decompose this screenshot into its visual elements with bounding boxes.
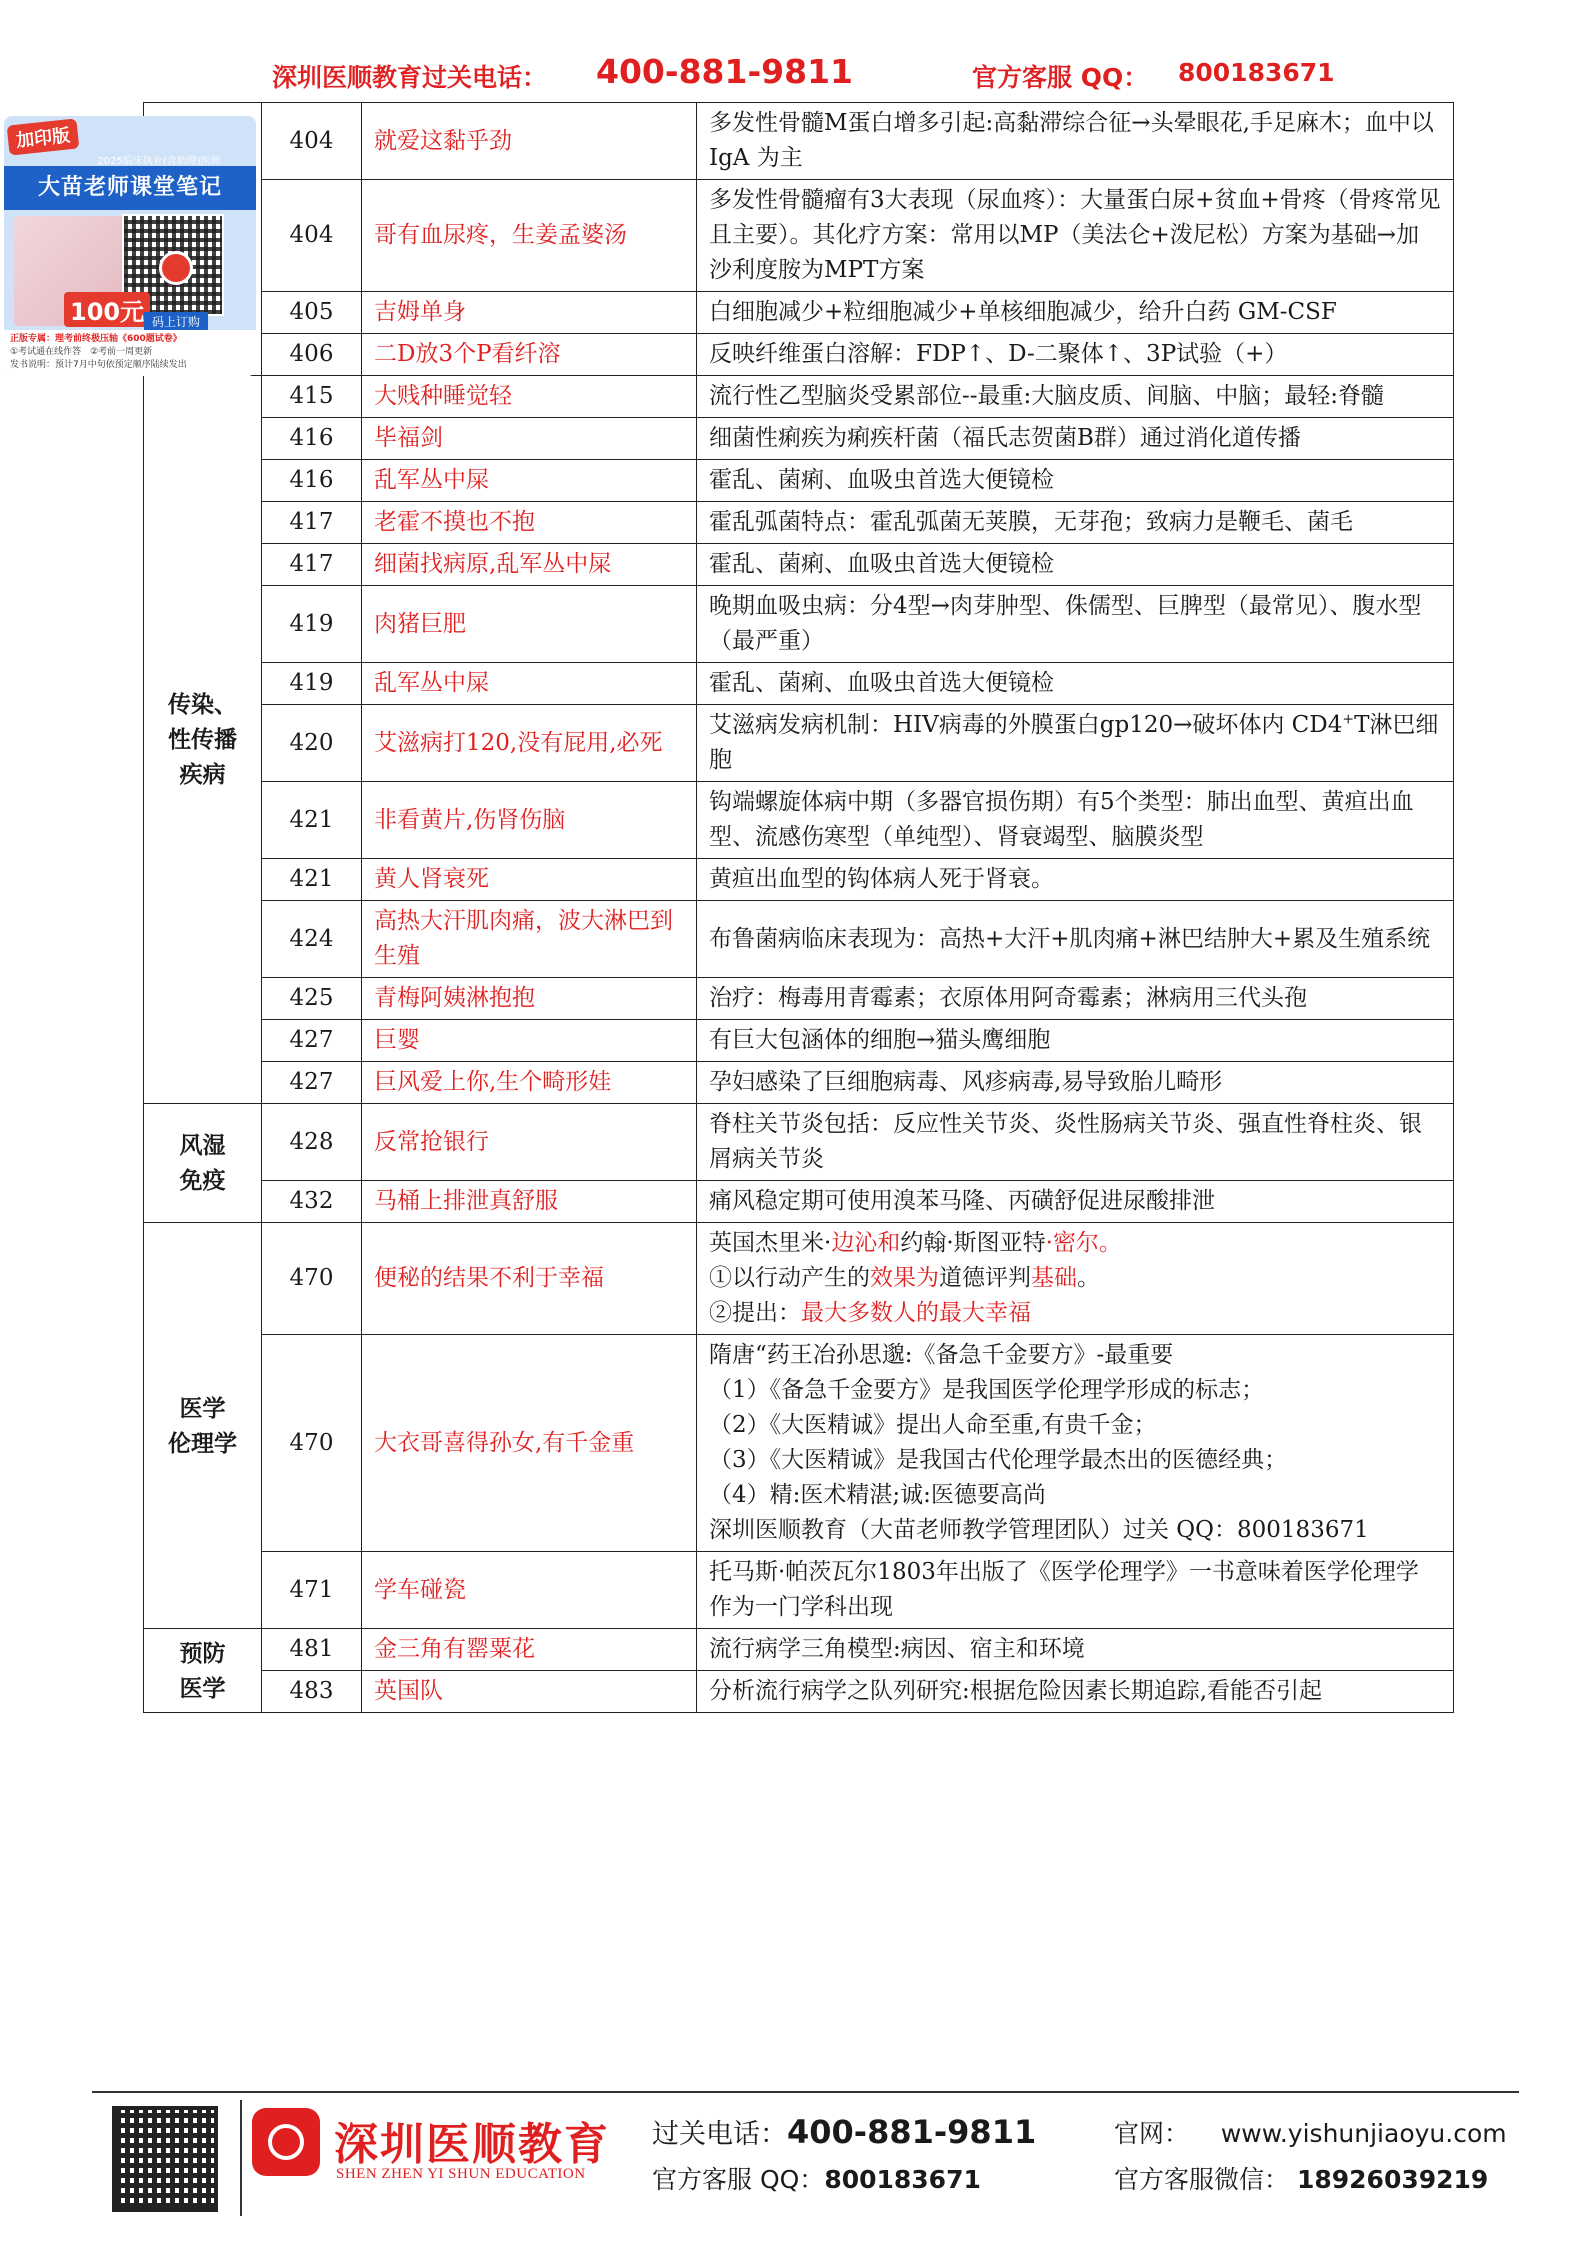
footer-qq-label: 官方客服 QQ： <box>652 2165 825 2194</box>
description: 细菌性痢疾为痢疾杆菌（福氏志贺菌B群）通过消化道传播 <box>697 418 1454 460</box>
table-row <box>144 334 1454 376</box>
table-row <box>144 859 1454 901</box>
footer-wechat-number: 18926039219 <box>1296 2165 1489 2194</box>
table-row <box>144 180 1454 292</box>
table-row <box>144 1671 1454 1713</box>
mnemonic: 乱军丛中屎 <box>362 663 697 705</box>
page-number: 415 <box>262 376 362 418</box>
description: 晚期血吸虫病：分4型→肉芽肿型、侏儒型、巨脾型（最常见）、腹水型（最严重） <box>697 586 1454 663</box>
description: 流行性乙型脑炎受累部位--最重:大脑皮质、间脑、中脑；最轻:脊髓 <box>697 376 1454 418</box>
footer-site-url[interactable]: www.yishunjiaoyu.com <box>1220 2119 1507 2148</box>
description: 反映纤维蛋白溶解：FDP↑、D-二聚体↑、3P试验（+） <box>697 334 1454 376</box>
mnemonic: 老霍不摸也不抱 <box>362 502 697 544</box>
table-row <box>144 376 1454 418</box>
page-number: 427 <box>262 1062 362 1104</box>
footer-qq <box>652 2160 981 2196</box>
footer-site-label: 官网： <box>1114 2119 1190 2148</box>
table-row <box>144 901 1454 978</box>
page-number: 421 <box>262 782 362 859</box>
text-span-red: 最大多数人的最大幸福 <box>801 1300 1031 1326</box>
page-number: 424 <box>262 901 362 978</box>
category-preventive <box>144 1629 262 1713</box>
table-row <box>144 1223 1454 1335</box>
header-qq-number: 800183671 <box>1178 58 1335 87</box>
header-tel-number: 400-881-9811 <box>596 52 854 91</box>
table-row <box>144 460 1454 502</box>
text-span: 。 <box>1077 1265 1100 1291</box>
description: 霍乱、菌痢、血吸虫首选大便镜检 <box>697 460 1454 502</box>
table-row <box>144 1335 1454 1552</box>
mnemonic: 大衣哥喜得孙女,有千金重 <box>362 1335 697 1552</box>
promo-info-line: ①考试通在线作答 ②考前一周更新 <box>10 347 153 357</box>
table-row <box>144 705 1454 782</box>
logo-icon <box>252 2108 320 2176</box>
description <box>697 1335 1454 1552</box>
text-span-red: 效果为 <box>870 1265 939 1291</box>
mnemonic: 哥有血尿疼，生姜孟婆汤 <box>362 180 697 292</box>
description: 多发性骨髓瘤有3大表现（尿血疼）：大量蛋白尿+贫血+骨疼（骨疼常见且主要）。其化疗方案：常用以MP（美法仑+泼尼松）方案为基础→加沙利度胺为MPT方案 <box>697 180 1454 292</box>
text-span: ②提出： <box>709 1300 801 1326</box>
table-row <box>144 586 1454 663</box>
page-header <box>0 52 1587 102</box>
table-row <box>144 1104 1454 1181</box>
mnemonic: 艾滋病打120,没有屁用,必死 <box>362 705 697 782</box>
description-line <box>709 1261 1441 1296</box>
description <box>697 1223 1454 1335</box>
table-row <box>144 103 1454 180</box>
description-line <box>709 1226 1441 1261</box>
description: 孕妇感染了巨细胞病毒、风疹病毒,易导致胎儿畸形 <box>697 1062 1454 1104</box>
page-number: 404 <box>262 103 362 180</box>
description <box>697 705 1454 782</box>
text-span: 约翰·斯图亚特 <box>900 1230 1046 1256</box>
footer-wechat-label: 官方客服微信： <box>1114 2165 1290 2194</box>
text-span-red: 基础 <box>1031 1265 1077 1291</box>
mnemonic: 青梅阿姨淋抱抱 <box>362 978 697 1020</box>
page-number: 428 <box>262 1104 362 1181</box>
description: 有巨大包涵体的细胞→猫头鹰细胞 <box>697 1020 1454 1062</box>
page-number: 481 <box>262 1629 362 1671</box>
category-ethics <box>144 1223 262 1629</box>
page-number: 432 <box>262 1181 362 1223</box>
page-number: 406 <box>262 334 362 376</box>
table-row <box>144 663 1454 705</box>
description-line <box>709 1296 1441 1331</box>
footer-tel-number: 400-881-9811 <box>787 2113 1037 2151</box>
promo-price: 100元 <box>64 292 150 327</box>
table-row <box>144 502 1454 544</box>
header-qq-label: 官方客服 QQ： <box>972 63 1149 92</box>
footer-logo-english: SHEN ZHEN YI SHUN EDUCATION <box>336 2166 586 2182</box>
page-number: 425 <box>262 978 362 1020</box>
mnemonic: 肉猪巨肥 <box>362 586 697 663</box>
footer-tel <box>652 2112 1036 2151</box>
mnemonic: 巨风爱上你,生个畸形娃 <box>362 1062 697 1104</box>
page-number: 417 <box>262 502 362 544</box>
promo-ad[interactable] <box>4 116 256 376</box>
promo-info-title: 正版专属：理考前终极压轴《600题试卷》 <box>10 334 182 344</box>
description-text: T淋巴细胞 <box>709 712 1439 773</box>
category-label: 预防 <box>179 1639 226 1667</box>
mnemonic: 就爱这黏乎劲 <box>362 103 697 180</box>
category-label: 传染、 <box>168 691 237 718</box>
description: 霍乱、菌痢、血吸虫首选大便镜检 <box>697 544 1454 586</box>
page-number: 471 <box>262 1552 362 1629</box>
description: 白细胞减少+粒细胞减少+单核细胞减少，给升白药 GM-CSF <box>697 292 1454 334</box>
page-number: 417 <box>262 544 362 586</box>
mnemonic: 巨婴 <box>362 1020 697 1062</box>
page-footer <box>0 2100 1587 2220</box>
description-line: （1）《备急千金要方》是我国医学伦理学形成的标志； <box>709 1377 1265 1403</box>
promo-title: 大苗老师课堂笔记 <box>4 166 256 210</box>
footer-wechat <box>1114 2160 1488 2196</box>
description: 脊柱关节炎包括：反应性关节炎、炎性肠病关节炎、强直性脊柱炎、银屑病关节炎 <box>697 1104 1454 1181</box>
table-row <box>144 1181 1454 1223</box>
table-row <box>144 1629 1454 1671</box>
mnemonic: 黄人肾衰死 <box>362 859 697 901</box>
page-number: 427 <box>262 1020 362 1062</box>
qr-logo-icon <box>159 251 193 285</box>
description: 流行病学三角模型:病因、宿主和环境 <box>697 1629 1454 1671</box>
page-number: 416 <box>262 460 362 502</box>
footer-divider <box>92 2091 1519 2093</box>
mnemonic: 马桶上排泄真舒服 <box>362 1181 697 1223</box>
page-number: 420 <box>262 705 362 782</box>
mnemonic: 细菌找病原,乱军丛中屎 <box>362 544 697 586</box>
description: 痛风稳定期可使用溴苯马隆、丙磺舒促进尿酸排泄 <box>697 1181 1454 1223</box>
description-line: 深圳医顺教育（大苗老师教学管理团队）过关 QQ：800183671 <box>709 1517 1369 1543</box>
page-number: 470 <box>262 1335 362 1552</box>
table-row <box>144 1020 1454 1062</box>
mnemonic: 便秘的结果不利于幸福 <box>362 1223 697 1335</box>
promo-year-line: 2025临床执业(含助理)医师 <box>97 156 221 167</box>
table-row <box>144 1552 1454 1629</box>
description-text: 艾滋病发病机制：HIV病毒的外膜蛋白gp120→破坏体内 CD4 <box>709 712 1343 738</box>
promo-order-button[interactable]: 码上订购 <box>144 312 208 331</box>
page-number: 419 <box>262 663 362 705</box>
category-label: 医学 <box>179 1674 226 1702</box>
description: 分析流行病学之队列研究:根据危险因素长期追踪,看能否引起 <box>697 1671 1454 1713</box>
category-infectious <box>144 376 262 1104</box>
page-number: 483 <box>262 1671 362 1713</box>
footer-vertical-divider <box>240 2100 242 2216</box>
category-label: 性传播 <box>168 726 237 753</box>
table-row <box>144 418 1454 460</box>
category-label: 医学 <box>179 1394 226 1422</box>
category-label: 风湿 <box>179 1132 226 1159</box>
mnemonic: 吉姆单身 <box>362 292 697 334</box>
text-span: 英国杰里米· <box>709 1230 832 1256</box>
table-row <box>144 1062 1454 1104</box>
footer-site <box>1114 2114 1507 2150</box>
header-tel-label: 深圳医顺教育过关电话： <box>272 63 548 92</box>
footer-logo-text: 深圳医顺教育 <box>334 2119 610 2170</box>
mnemonic: 乱军丛中屎 <box>362 460 697 502</box>
page-number: 421 <box>262 859 362 901</box>
promo-badge: 加印版 <box>7 118 80 155</box>
table-row <box>144 292 1454 334</box>
description-line: （3）《大医精诚》是我国古代伦理学最杰出的医德经典； <box>709 1447 1288 1473</box>
description: 布鲁菌病临床表现为：高热+大汗+肌肉痛+淋巴结肿大+累及生殖系统 <box>697 901 1454 978</box>
table-row <box>144 978 1454 1020</box>
page-number: 404 <box>262 180 362 292</box>
category-label: 疾病 <box>179 761 226 788</box>
description: 黄疸出血型的钩体病人死于肾衰。 <box>697 859 1454 901</box>
description: 多发性骨髓M蛋白增多引起:高黏滞综合征→头晕眼花,手足麻木；血中以 IgA 为主 <box>697 103 1454 180</box>
category-rheumatology <box>144 1104 262 1223</box>
category-label: 免疫 <box>179 1167 226 1194</box>
category-label: 伦理学 <box>168 1429 237 1457</box>
description: 钩端螺旋体病中期（多器官损伤期）有5个类型：肺出血型、黄疸出血型、流感伤寒型（单纯型）、肾衰竭型、脑膜炎型 <box>697 782 1454 859</box>
table-row <box>144 782 1454 859</box>
text-span-red: 边沁和 <box>831 1230 901 1256</box>
mnemonic: 英国队 <box>362 1671 697 1713</box>
footer-qq-number: 800183671 <box>824 2165 981 2194</box>
mnemonic: 反常抢银行 <box>362 1104 697 1181</box>
mnemonic-table <box>143 102 1454 1713</box>
text-span: 道德评判 <box>939 1265 1031 1291</box>
page-number: 416 <box>262 418 362 460</box>
description: 霍乱、菌痢、血吸虫首选大便镜检 <box>697 663 1454 705</box>
mnemonic: 非看黄片,伤肾伤脑 <box>362 782 697 859</box>
description-line: 隋唐“药王冶孙思邈:《备急千金要方》-最重要 <box>709 1342 1174 1368</box>
description-line: （2）《大医精诚》提出人命至重,有贵千金； <box>709 1412 1157 1438</box>
text-span-red: ·密尔。 <box>1045 1230 1122 1256</box>
mnemonic: 二D放3个P看纤溶 <box>362 334 697 376</box>
description: 治疗：梅毒用青霉素；衣原体用阿奇霉素；淋病用三代头孢 <box>697 978 1454 1020</box>
text-span: ①以行动产生的 <box>709 1265 870 1291</box>
mnemonic: 金三角有罂粟花 <box>362 1629 697 1671</box>
description: 霍乱弧菌特点：霍乱弧菌无荚膜，无芽孢；致病力是鞭毛、菌毛 <box>697 502 1454 544</box>
description-line: （4）精:医术精湛;诚:医德要高尚 <box>709 1482 1046 1508</box>
mnemonic: 学车碰瓷 <box>362 1552 697 1629</box>
mnemonic: 毕福剑 <box>362 418 697 460</box>
mnemonic: 大贱种睡觉轻 <box>362 376 697 418</box>
footer-tel-label: 过关电话： <box>652 2119 787 2150</box>
superscript: + <box>1342 711 1355 728</box>
description: 托马斯·帕茨瓦尔1803年出版了《医学伦理学》一书意味着医学伦理学作为一门学科出现 <box>697 1552 1454 1629</box>
promo-info-line: 发书说明：预计7月中旬依预定顺序陆续发出 <box>10 360 187 370</box>
promo-info <box>4 330 256 376</box>
page-number: 470 <box>262 1223 362 1335</box>
table-row <box>144 544 1454 586</box>
mnemonic: 高热大汗肌肉痛，波大淋巴到生殖 <box>362 901 697 978</box>
page-number: 405 <box>262 292 362 334</box>
page-number: 419 <box>262 586 362 663</box>
footer-qr-code-icon[interactable] <box>112 2106 218 2212</box>
